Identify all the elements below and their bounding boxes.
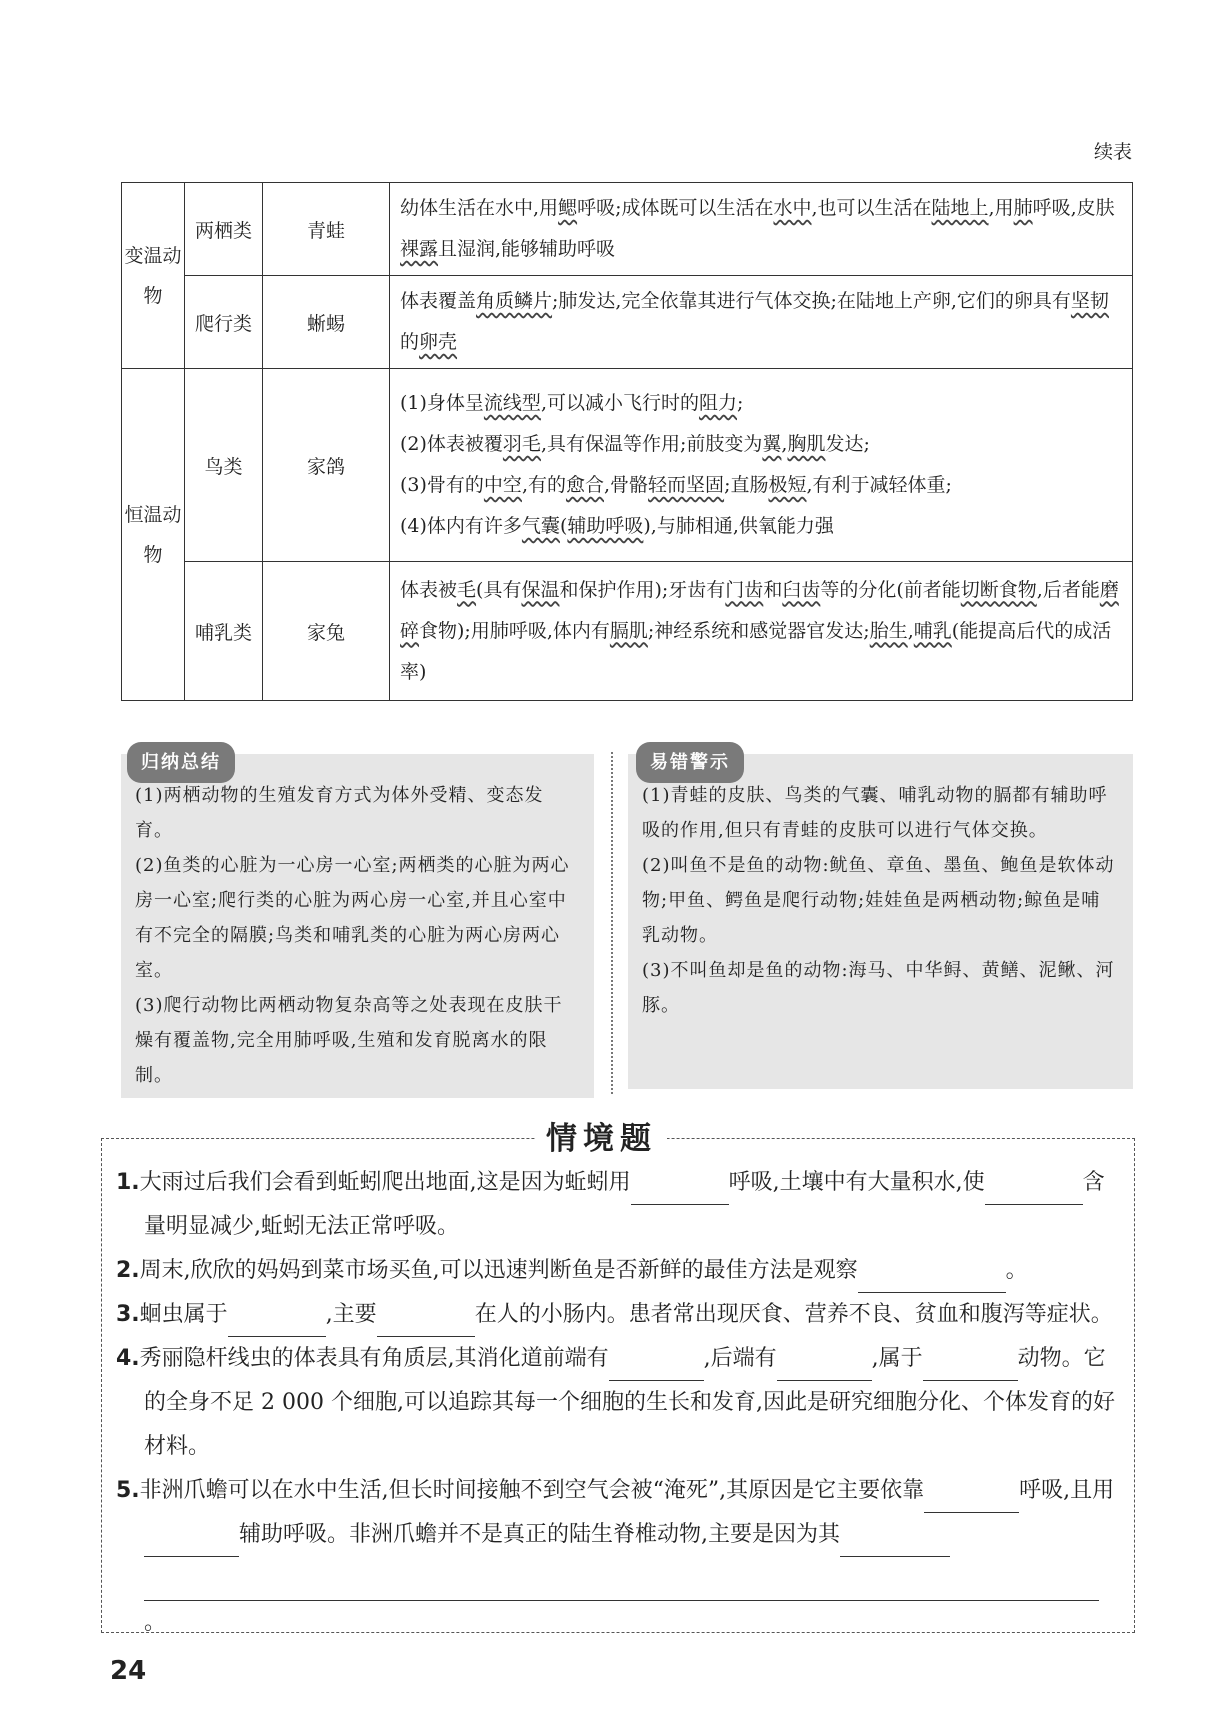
class-cell: 哺乳类 xyxy=(185,562,263,701)
answer-blank[interactable] xyxy=(777,1354,872,1381)
desc-cell: 体表被毛(具有保温和保护作用);牙齿有门齿和臼齿等的分化(前者能切断食物,后者能磨碎食物);用肺呼吸,体内有膈肌;神经系统和感觉器官发达;胎生,哺乳(能提高后代的成活率) xyxy=(390,562,1133,701)
question-item: 5.非洲爪蟾可以在水中生活,但长时间接触不到空气会被“淹死”,其原因是它主要依靠 呼吸,且用辅助呼吸。非洲爪蟾并不是真正的陆生脊椎动物,主要是因为其 。 xyxy=(116,1478,1115,1635)
question-item: 3.蛔虫属于 ,主要 在人的小肠内。患者常出现厌食、营养不良、贫血和腹泻等症状。 xyxy=(116,1293,1116,1337)
column-divider xyxy=(611,752,613,1094)
summary-item: (3)爬行动物比两栖动物复杂高等之处表现在皮肤干燥有覆盖物,完全用肺呼吸,生殖和发育脱离水的限制。 xyxy=(135,995,563,1086)
animal-cell: 蜥蜴 xyxy=(263,276,390,369)
desc-cell: 幼体生活在水中,用鳃呼吸;成体既可以生活在水中,也可以生活在陆地上,用肺呼吸,皮肤裸露且湿润,能够辅助呼吸 xyxy=(390,183,1133,276)
group-cold: 变温动物 xyxy=(122,183,185,369)
warning-item: (3)不叫鱼却是鱼的动物:海马、中华鲟、黄鳝、泥鳅、河豚。 xyxy=(642,960,1115,1016)
warning-item: (2)叫鱼不是鱼的动物:鱿鱼、章鱼、墨鱼、鲍鱼是软体动物;甲鱼、鳄鱼是爬行动物;娃娃鱼是两栖动物;鲸鱼是哺乳动物。 xyxy=(642,855,1115,946)
animal-table xyxy=(121,182,1133,701)
table-row xyxy=(122,183,1133,276)
warning-item: (1)青蛙的皮肤、鸟类的气囊、哺乳动物的膈都有辅助呼吸的作用,但只有青蛙的皮肤可以进行气体交换。 xyxy=(642,785,1108,841)
animal-cell: 家鸽 xyxy=(263,369,390,562)
question-item: 2.周末,欣欣的妈妈到菜市场买鱼,可以迅速判断鱼是否新鲜的最佳方法是观察 。 xyxy=(116,1249,1116,1293)
summary-item: (2)鱼类的心脏为一心房一心室;两栖类的心脏为两心房一心室;爬行类的心脏为两心房一心室,并且心室中有不完全的隔膜;鸟类和哺乳类的心脏为两心房两心室。 xyxy=(135,855,570,981)
question-item: 4.秀丽隐杆线虫的体表具有角质层,其消化道前端有 ,后端有 ,属于 动物。它的全身不足 2 000 个细胞,可以追踪其每一个细胞的生长和发育,因此是研究细胞分化、个体发育的好材料。 xyxy=(116,1346,1115,1459)
table-row xyxy=(122,276,1133,369)
class-cell: 两栖类 xyxy=(185,183,263,276)
answer-blank[interactable] xyxy=(840,1530,950,1557)
answer-blank[interactable] xyxy=(144,1574,1099,1601)
desc-cell: (1)身体呈流线型,可以减小飞行时的阻力; (2)体表被覆羽毛,具有保温等作用;前肢变为翼,胸肌发达; (3)骨有的中空,有的愈合,骨骼轻而坚固;直肠极短,有利于减轻体重; (4)体内有许多气囊(辅助呼吸),与肺相通,供氧能力强 xyxy=(390,369,1133,562)
continued-label: 续表 xyxy=(1093,141,1132,163)
class-cell: 爬行类 xyxy=(185,276,263,369)
scenario-title: 情境题 xyxy=(536,1113,667,1158)
answer-blank[interactable] xyxy=(985,1178,1083,1205)
page-number: 24 xyxy=(110,1656,147,1686)
group-warm: 恒温动物 xyxy=(122,369,185,701)
answer-blank[interactable] xyxy=(923,1354,1018,1381)
warning-text xyxy=(642,778,1119,1023)
answer-blank[interactable] xyxy=(631,1178,729,1205)
answer-blank[interactable] xyxy=(228,1310,326,1337)
warning-box xyxy=(628,754,1133,1089)
animal-cell: 青蛙 xyxy=(263,183,390,276)
answer-blank[interactable] xyxy=(924,1486,1019,1513)
summary-tag: 归纳总结 xyxy=(127,742,235,783)
summary-box xyxy=(121,754,594,1098)
summary-text xyxy=(135,778,580,1093)
answer-blank[interactable] xyxy=(858,1266,1006,1293)
desc-cell: 体表覆盖角质鳞片;肺发达,完全依靠其进行气体交换;在陆地上产卵,它们的卵具有坚韧的卵壳 xyxy=(390,276,1133,369)
question-list xyxy=(116,1161,1116,1645)
class-cell: 鸟类 xyxy=(185,369,263,562)
summary-item: (1)两栖动物的生殖发育方式为体外受精、变态发育。 xyxy=(135,785,544,841)
answer-blank[interactable] xyxy=(377,1310,475,1337)
question-item: 1.大雨过后我们会看到蚯蚓爬出地面,这是因为蚯蚓用 呼吸,土壤中有大量积水,使 含量明显减少,蚯蚓无法正常呼吸。 xyxy=(116,1170,1105,1239)
answer-blank[interactable] xyxy=(144,1530,239,1557)
scenario-box xyxy=(101,1138,1135,1633)
animal-cell: 家兔 xyxy=(263,562,390,701)
table-row xyxy=(122,369,1133,562)
table-row xyxy=(122,562,1133,701)
warning-tag: 易错警示 xyxy=(636,742,744,783)
answer-blank[interactable] xyxy=(609,1354,704,1381)
